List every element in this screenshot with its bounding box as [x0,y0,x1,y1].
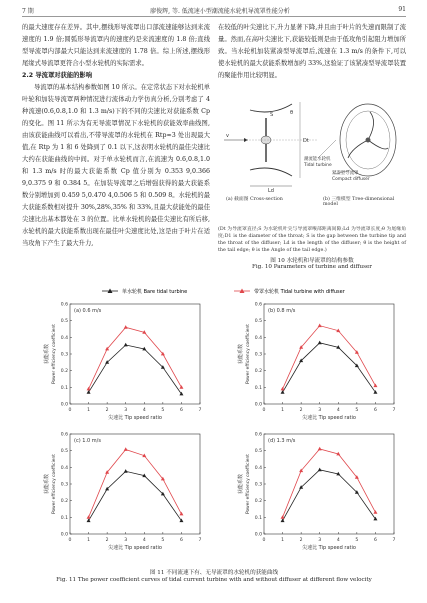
y-tick-label: 0.1 [254,515,262,521]
data-point [179,385,183,389]
panel-title: (d) 1.3 m/s [268,438,296,444]
chart-panel [237,302,396,422]
tidal-turbine-label-en: Tidal turbine [304,163,332,168]
x-tick-label: 7 [392,538,396,543]
y-tick-label: 0.3 [254,352,262,358]
y-tick-label: 0.5 [254,449,262,455]
figure-11-caption: 图 11 不同流速下有、无导流罩的水轮机的获能曲线 [149,570,279,576]
chart-panel [43,302,202,422]
data-point [318,447,322,451]
x-tick-label: 4 [336,538,340,543]
series-line [283,343,376,393]
x-tick-label: 5 [161,408,165,413]
series-line [283,449,376,517]
x-tick-label: 4 [142,538,146,543]
figure-10-caption-en: Fig. 10 Parameters of turbine and diffuser [252,264,372,270]
x-tick-label: 2 [105,408,109,413]
data-point [124,325,128,329]
x-tick-label: 5 [355,408,359,413]
compact-diffuser-label-en: Compact diffuser [332,177,370,182]
page-number: 91 [398,6,406,13]
paragraph: 在较低的叶尖速比下,升力显著下降,并且由于叶片的失速而限制了流量。然而,在高叶尖速比下,获能较低则是由于低攻角引起阻力增加所致。当水轮机加装紧凑型导流罩后,流速在 1.3 m/s 的条件下,可以使水轮机的最大获能系数增加约 33%,这验证了该紧凑型导流罩装置的聚能作用比较明显。 [218,24,407,79]
y-tick-label: 0.1 [254,385,262,391]
x-tick-label: 5 [161,538,165,543]
figure-11-charts [22,300,406,560]
gap-s-label: S [270,112,274,118]
data-point [281,387,285,391]
x-tick-label: 6 [373,408,377,413]
x-tick-label: 2 [105,538,109,543]
running-title: 廖俊辉, 等. 低流速小型潮流能水轮机导流罩性能分析 [150,8,290,15]
data-point [318,323,322,327]
x-axis-label: 尖速比 Tip speed ratio [302,545,356,551]
y-tick-label: 0.0 [60,532,68,538]
y-tick-label: 0.3 [60,352,68,358]
x-axis-label: 尖速比 Tip speed ratio [108,545,162,551]
y-axis-label-en: Power efficiency coefficient [246,453,251,515]
cross-section-drawing [224,102,318,194]
header-rule [22,16,406,17]
x-tick-label: 3 [318,408,322,413]
x-axis-label: 尖速比 Tip speed ratio [108,415,162,421]
y-axis-label-cn: 获能系数 [44,473,50,495]
data-point [124,469,128,473]
ld-label: Ld [268,188,274,194]
x-tick-label: 1 [281,538,285,543]
x-tick-label: 6 [179,538,183,543]
x-tick-label: 6 [179,408,183,413]
y-tick-label: 0.4 [60,335,68,341]
x-tick-label: 0 [68,408,72,413]
theta-label: θ [290,110,294,116]
tidal-turbine-label-cn: 潮流能水轮机 [304,157,331,162]
y-tick-label: 0.6 [60,432,68,438]
legend-turbine-with-diffuser: 带罩水轮机 Tidal turbine with diffuser [254,289,345,295]
section-heading: 2.2 导流罩对获能的影响 [22,72,93,79]
legend-bare-turbine: 单水轮机 Bare tidal turbine [122,289,188,295]
x-tick-label: 7 [392,408,396,413]
y-tick-label: 0.3 [254,482,262,488]
data-point [179,512,183,516]
y-tick-label: 0.2 [60,369,68,375]
x-tick-label: 7 [198,408,202,413]
x-tick-label: 1 [87,538,91,543]
figure-10-caption: 图 10 水轮机和导流罩的结构参数 [270,258,354,264]
x-tick-label: 0 [68,538,72,543]
y-axis-label-cn: 获能系数 [238,473,244,495]
y-tick-label: 0.5 [60,319,68,325]
x-tick-label: 6 [373,538,377,543]
y-tick-label: 0.5 [60,449,68,455]
x-tick-label: 5 [355,538,359,543]
y-tick-label: 0.4 [60,465,68,471]
x-tick-label: 3 [124,538,128,543]
x-tick-label: 4 [142,408,146,413]
x-tick-label: 4 [336,408,340,413]
x-tick-label: 0 [262,538,266,543]
left-text-column [22,22,210,280]
chart-panel [237,432,396,552]
x-tick-label: 7 [198,538,202,543]
y-tick-label: 0.1 [60,385,68,391]
data-point [318,341,322,345]
y-tick-label: 0.0 [254,402,262,408]
subfigure-a-label: (a) 截面图 Cross-section [226,197,283,202]
flow-velocity-label: v [226,133,229,139]
data-point [281,515,285,519]
series-line [89,345,182,394]
series-line [283,326,376,389]
y-tick-label: 0.6 [60,302,68,308]
x-axis-label: 尖速比 Tip speed ratio [302,415,356,421]
y-tick-label: 0.0 [254,532,262,538]
series-line [283,470,376,521]
x-tick-label: 1 [87,408,91,413]
series-line [89,327,182,389]
panel-title: (a) 0.6 m/s [74,308,102,314]
x-tick-label: 3 [124,408,128,413]
x-tick-label: 2 [299,538,303,543]
y-tick-label: 0.1 [60,515,68,521]
panel-title: (b) 0.8 m/s [268,308,296,314]
data-point [318,468,322,472]
y-tick-label: 0.6 [254,432,262,438]
y-tick-label: 0.0 [60,402,68,408]
y-tick-label: 0.2 [254,369,262,375]
y-tick-label: 0.6 [254,302,262,308]
x-tick-label: 1 [281,408,285,413]
series-line [89,471,182,520]
y-tick-label: 0.5 [254,319,262,325]
y-tick-label: 0.2 [60,499,68,505]
figure-10 [218,82,406,218]
paragraph: 导流罩的基本结构参数如图 10 所示。在定常状态下对水轮机单叶轮和加装导流罩两种情况进行流体动力学仿真分析,分别考虑了 4 种流速(0.6,0.8,1.0 和 1.3 m/s)下的不同的尖速比对获能系数 Cp 的变化。图 11 所示为有无导流罩情况下水轮机的获能效率曲线图,由该获能曲线可以看出,不带导流罩的水轮机在 Rtp≈3 处出现最大值,在 Rtp 为 1 和 6 处降到了 0.1 以下,这表明水轮机的最佳尖速比大约在获能曲线的中间。对于单水轮机而言,在流速为 0.6,0.8,1.0 和 1.3 m/s 时的最大获能系数 Cp 值分别为 0.353 9,0.366 9,0.375 9 和 0.384 5。在加装导流罩之后增强获得的最大获能系数分别增加到 0.459 5,0.470 4,0.506 5 和 0.509 8。水轮机的最大获能系数相对提升 30%,28%,35% 和 33%,且最大获能处的最佳尖速比出基本都处在 3 的位置。比单水轮机的最佳尖速比有所后移,水轮机的最大获能系数出现在最佳叶尖速度比处,这是由于叶片在适当攻角下产生了最大升力, [22,84,211,247]
y-axis-label-cn: 获能系数 [238,343,244,365]
x-tick-label: 0 [262,408,266,413]
y-axis-label-cn: 获能系数 [44,343,50,365]
data-point [124,343,128,347]
y-axis-label-en: Power efficiency coefficient [52,323,57,385]
compact-diffuser-label-cn: 紧凑型导流罩 [332,171,359,176]
x-tick-label: 2 [299,408,303,413]
y-tick-label: 0.3 [60,482,68,488]
data-point [373,383,377,387]
y-tick-label: 0.4 [254,335,262,341]
y-tick-label: 0.2 [254,499,262,505]
page-issue: 7 期 [22,8,34,15]
paragraph: 的最大速度存在差异。其中,摆线形导流罩出口部流速能够达到来流速度的 1.9 倍;圆弧形导流罩内的速度约是来流速度的 1.8 倍;直线型导流罩内部最大只能达到来流速度的 1.78 倍。综上所述,摆线形尾缘式导流罩更符合小型水轮机的实际需求。 [22,24,210,67]
data-point [124,447,128,451]
x-tick-label: 3 [318,538,322,543]
chart-panel [43,432,202,552]
data-point [373,510,377,514]
data-point [281,518,285,522]
dt-label: Dt [303,138,309,144]
panel-title: (c) 1.0 m/s [74,438,101,444]
subfigure-b-label: (b) 三维模型 Tree-dimensional model [323,197,395,207]
y-axis-label-en: Power efficiency coefficient [52,453,57,515]
y-axis-label-en: Power efficiency coefficient [246,323,251,385]
data-point [87,515,91,519]
figure-10-note: (Dt 为导流罩直径;S 为水轮机叶尖与导流罩喉部距离间隙;Ld 为导流罩长度;θ 为尾缘角度;D1 is the diameter of the throat; S is the gap between the turbine tip and the throat of the diffuser; Ld is the length of the diffuser; θ is the height of the tail edge; θ is the Angle of the tail edge.) [218,227,406,253]
figure-11-caption-en: Fig. 11 The power coefficient curves of tidal current turbine with and without diffuser at different flow velocity [56,577,372,583]
y-tick-label: 0.4 [254,465,262,471]
data-point [87,387,91,391]
series-line [89,450,182,518]
right-text-column [218,22,407,79]
